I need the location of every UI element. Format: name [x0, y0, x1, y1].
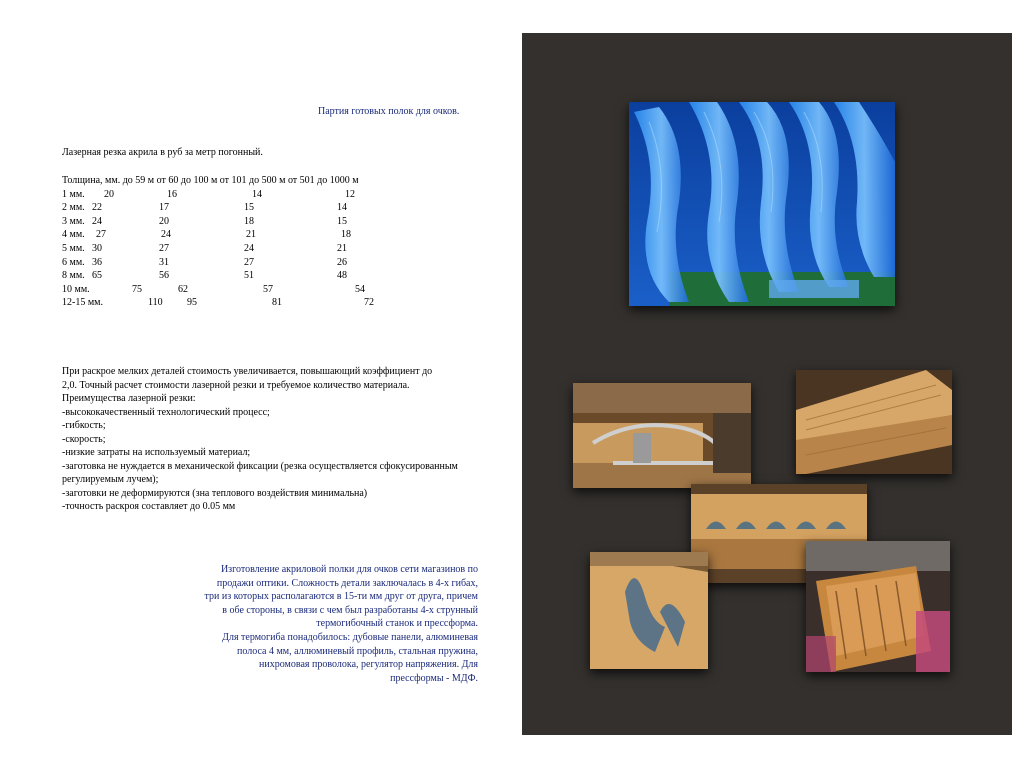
- description-line: прессформы - МДФ.: [390, 672, 478, 684]
- project-description: [160, 563, 478, 685]
- note-line: -гибкость;: [62, 420, 106, 431]
- laser-cutting-notes: [62, 365, 474, 514]
- description-line: полоса 4 мм, аллюминевый профиль, стальная пружина,: [237, 645, 478, 657]
- photo-panel: [522, 33, 1012, 735]
- note-line: -заготовка не нуждается в механической фиксации (резка осуществляется сфокусированным: [62, 460, 458, 472]
- note-line: Преимущества лазерной резки:: [62, 393, 196, 404]
- description-line: три из которых располагаются в 15-ти мм друг от друга, причем: [204, 591, 478, 603]
- note-line: 2,0. Точный расчет стоимости лазерной резки и требуемое количество материала.: [62, 379, 410, 391]
- note-line: -скорость;: [62, 433, 106, 445]
- note-line: регулируемым лучем);: [62, 474, 159, 485]
- photo-caption: Партия готовых полок для очков.: [318, 106, 460, 117]
- description-line: в обе стороны, в связи с чем был разработаны 4-х струнный: [222, 604, 478, 616]
- oak-panels-photo: [796, 370, 952, 474]
- bending-machine-photo: [806, 541, 950, 672]
- note-line: -высококачественный технологический процесс;: [62, 406, 270, 418]
- thermobending-clamp-photo: [573, 383, 751, 488]
- note-line: -точность раскроя составляет до 0.05 мм: [62, 501, 236, 512]
- note-line: -низкие затраты на используемый материал;: [62, 447, 251, 458]
- description-line: продажи оптики. Сложность детали заключалась в 4-х гибах,: [216, 577, 478, 589]
- note-line: -заготовки не деформируются (зна теплового воздействия минимальна): [62, 487, 368, 499]
- description-line: Для термогиба понадобилось: дубовые панели, алюминевая: [222, 631, 478, 643]
- description-line: нихромовая проволока, регулятор напряжения. Для: [259, 659, 478, 671]
- acrylic-shelves-photo: [629, 102, 895, 306]
- description-line: термогибочный станок и прессформа.: [316, 618, 478, 630]
- note-line: При раскрое мелких деталей стоимость увеличивается, повышающий коэффициент до: [62, 366, 433, 377]
- description-line: Изготовление акриловой полки для очков сети магазинов по: [220, 564, 478, 575]
- price-heading: Лазерная резка акрила в руб за метр погонный.: [62, 147, 263, 158]
- acrylic-mold-photo: [590, 552, 708, 669]
